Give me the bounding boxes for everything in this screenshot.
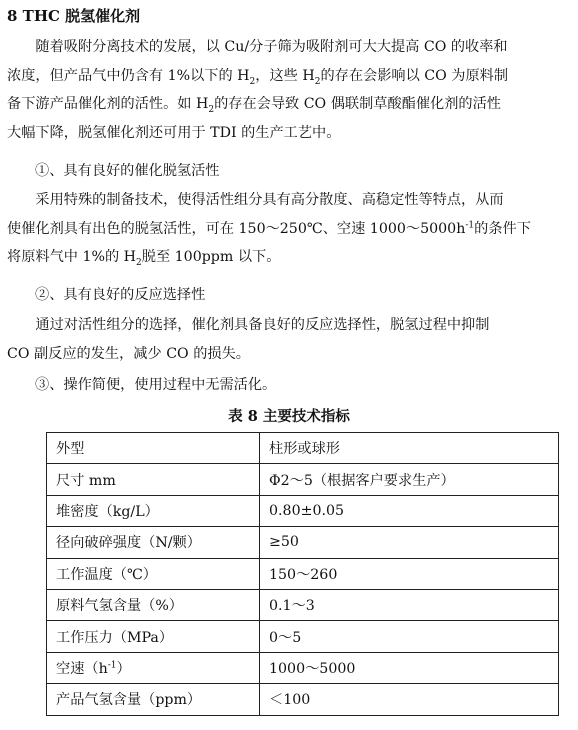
spec-label bbox=[47, 652, 260, 683]
spec-table bbox=[46, 432, 559, 716]
h2-subscript: 2 bbox=[314, 76, 321, 87]
table-row bbox=[47, 464, 559, 495]
intro-paragraph bbox=[7, 33, 571, 147]
spec-value: 0.80±0.05 bbox=[260, 495, 559, 526]
table-row bbox=[47, 527, 559, 558]
feature-3-title: ③、操作简便，使用过程中无需活化。 bbox=[35, 377, 277, 393]
spec-label: 外型 bbox=[47, 433, 260, 464]
intro-line-3-text-b: 的存在会导致 CO 偶联制草酸酯催化剂的活性 bbox=[214, 96, 501, 112]
intro-line-2-text-b: ，这些 H bbox=[255, 67, 315, 84]
feature-2-paragraph bbox=[7, 311, 571, 368]
feature-2-title: ②、具有良好的反应选择性 bbox=[35, 287, 206, 303]
feature-2-line-1: 通过对活性组分的选择，催化剂具备良好的反应选择性，脱氢过程中抑制 bbox=[35, 317, 490, 333]
table-row bbox=[47, 558, 559, 589]
spec-label: 尺寸 mm bbox=[47, 464, 260, 495]
table-row bbox=[47, 621, 559, 652]
table-row bbox=[47, 433, 559, 464]
intro-line-1: 随着吸附分离技术的发展，以 Cu/分子筛为吸附剂可大大提高 CO 的收率和 bbox=[35, 39, 508, 55]
table-row bbox=[47, 684, 559, 715]
spec-value: ≥50 bbox=[260, 527, 559, 558]
feature-1-line-3 bbox=[7, 243, 571, 272]
feature-1-line-2-text-a: 使催化剂具有出色的脱氢活性，可在 150～250℃、空速 1000～5000h bbox=[7, 220, 466, 237]
spec-label: 工作温度（℃） bbox=[47, 558, 260, 589]
intro-line-3 bbox=[7, 90, 571, 119]
intro-line-2-text-a: 浓度，但产品气中仍含有 1%以下的 H bbox=[7, 67, 250, 84]
table-caption: 表 8 主要技术指标 bbox=[228, 408, 350, 425]
spec-value: 1000～5000 bbox=[260, 652, 559, 683]
feature-1-line-3-text-b: 脱至 100ppm 以下。 bbox=[141, 249, 281, 265]
spec-value: 0～5 bbox=[260, 621, 559, 652]
spec-value: ＜100 bbox=[260, 684, 559, 715]
feature-1-line-3-text-a: 将原料气中 1%的 H bbox=[7, 249, 137, 265]
spec-label: 原料气氢含量（%） bbox=[47, 589, 260, 620]
feature-1-line-2 bbox=[7, 215, 571, 244]
h2-subscript: 2 bbox=[249, 76, 256, 87]
feature-1-line-2-text-b: 的条件下 bbox=[474, 220, 531, 237]
table-row bbox=[47, 589, 559, 620]
feature-1-title: ①、具有良好的催化脱氢活性 bbox=[35, 163, 220, 179]
feature-1-line-1: 采用特殊的制备技术，使得活性组分具有高分散度、高稳定性等特点，从而 bbox=[35, 192, 504, 208]
table-row bbox=[47, 652, 559, 683]
intro-line-4: 大幅下降，脱氢催化剂还可用于 TDI 的生产工艺中。 bbox=[7, 124, 341, 141]
feature-1-paragraph bbox=[7, 186, 571, 272]
spec-label: 径向破碎强度（N/颗） bbox=[47, 527, 260, 558]
spec-label: 工作压力（MPa） bbox=[47, 621, 260, 652]
h2-subscript: 2 bbox=[136, 257, 142, 268]
spec-label: 堆密度（kg/L） bbox=[47, 495, 260, 526]
spec-label: 产品气氢含量（ppm） bbox=[47, 684, 260, 715]
intro-line-2 bbox=[7, 62, 571, 91]
section-heading: 8 THC 脱氢催化剂 bbox=[7, 7, 141, 25]
intro-line-2-text-c: 的存在会影响以 CO 为原料制 bbox=[320, 67, 509, 84]
spec-value: 0.1～3 bbox=[260, 589, 559, 620]
intro-line-3-text-a: 备下游产品催化剂的活性。如 H bbox=[7, 96, 209, 112]
spec-label-text-b: ） bbox=[116, 660, 131, 677]
spec-value: 150～260 bbox=[260, 558, 559, 589]
h-1-superscript: -1 bbox=[465, 219, 475, 230]
feature-2-line-2: CO 副反应的发生，减少 CO 的损失。 bbox=[7, 345, 250, 362]
h2-subscript: 2 bbox=[208, 104, 215, 115]
h-1-superscript: -1 bbox=[107, 660, 117, 671]
spec-value: 柱形或球形 bbox=[260, 433, 559, 464]
table-row bbox=[47, 495, 559, 526]
spec-label-text-a: 空速（h bbox=[56, 660, 108, 677]
spec-value: Φ2～5（根据客户要求生产） bbox=[260, 464, 559, 495]
